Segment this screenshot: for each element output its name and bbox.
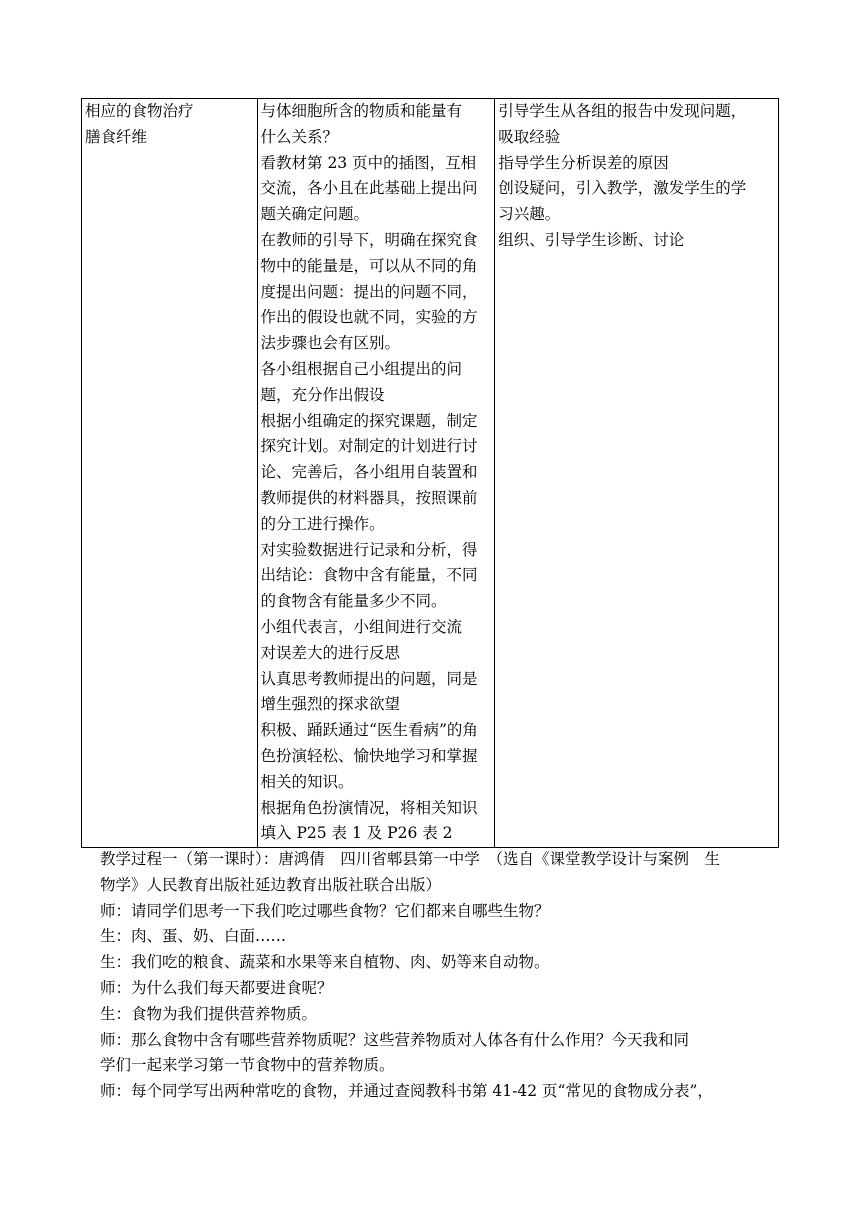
cell-line: 习兴趣。 xyxy=(498,205,561,224)
paragraph-line: 师：那么食物中含有哪些营养物质呢？这些营养物质对人体各有什么作用？今天我和同 xyxy=(100,1030,690,1049)
cell-line: 的食物含有能量多少不同。 xyxy=(260,592,447,611)
cell-line: 根据角色扮演情况，将相关知识 xyxy=(260,798,478,817)
paragraph-line: 学们一起来学习第一节食物中的营养物质。 xyxy=(100,1056,395,1075)
cell-line: 色扮演轻松、愉快地学习和掌握 xyxy=(260,746,478,765)
content-cell xyxy=(82,99,258,848)
cell-line: 膳食纤维 xyxy=(85,127,148,146)
cell-line: 小组代表言，小组间进行交流 xyxy=(260,617,463,636)
cell-line: 根据小组确定的探究课题，制定 xyxy=(260,411,478,430)
table-row xyxy=(82,99,779,848)
cell-line: 教师提供的材料器具，按照课前 xyxy=(260,488,478,507)
cell-line: 题，充分作出假设 xyxy=(260,385,385,404)
paragraph-line: 师：请同学们思考一下我们吃过哪些食物？它们都来自哪些生物？ xyxy=(100,901,550,920)
cell-line: 创设疑问，引入教学，激发学生的学 xyxy=(498,179,747,198)
cell-line: 填入 P25 表 1 及 P26 表 2 xyxy=(260,824,453,843)
cell-line: 认真思考教师提出的问题，同是 xyxy=(260,669,478,688)
cell-line: 法步骤也会有区别。 xyxy=(260,334,401,353)
cell-line: 各小组根据自己小组提出的问 xyxy=(260,359,463,378)
cell-line: 在教师的引导下，明确在探究食 xyxy=(260,230,478,249)
cell-line: 与体细胞所含的物质和能量有 xyxy=(260,102,463,120)
cell-line: 看教材第 23 页中的插图，互相 xyxy=(260,153,477,172)
cell-line: 论、完善后，各小组用自装置和 xyxy=(260,463,478,482)
cell-line: 对误差大的进行反思 xyxy=(260,643,401,662)
cell-line: 引导学生从各组的报告中发现问题， xyxy=(498,102,747,120)
cell-line: 交流，各小且在此基础上提出问 xyxy=(260,179,478,198)
paragraph-line: 师：为什么我们每天都要进食呢？ xyxy=(100,978,333,997)
paragraph-line: 生：我们吃的粮食、蔬菜和水果等来自植物、肉、奶等来自动物。 xyxy=(100,953,550,972)
paragraph-line: 师：每个同学写出两种常吃的食物，并通过查阅教科书第 41-42 页“常见的食物成分表”， xyxy=(100,1082,713,1101)
cell-line: 度提出问题：提出的问题不同， xyxy=(260,282,478,301)
cell-line: 什么关系？ xyxy=(260,127,339,146)
cell-line: 指导学生分析误差的原因 xyxy=(498,153,669,172)
cell-line: 出结论：食物中含有能量，不同 xyxy=(260,566,478,585)
cell-line: 积极、踊跃通过“医生看病”的角 xyxy=(260,721,478,740)
cell-line: 吸取经验 xyxy=(498,127,561,146)
teacher-activity-cell xyxy=(495,99,779,848)
cell-line: 的分工进行操作。 xyxy=(260,514,385,533)
cell-line: 物中的能量是，可以从不同的角 xyxy=(260,256,478,275)
paragraph-line: 物学》人民教育出版社延边教育出版社联合出版） xyxy=(100,875,442,894)
cell-line: 对实验数据进行记录和分析，得 xyxy=(260,540,478,559)
body-text xyxy=(100,847,790,1105)
paragraph-line: 生：肉、蛋、奶、白面…… xyxy=(100,927,287,946)
cell-line: 增生强烈的探求欲望 xyxy=(260,695,401,714)
cell-line: 探究计划。对制定的计划进行讨 xyxy=(260,437,478,456)
lesson-table xyxy=(81,98,779,848)
cell-line: 相应的食物治疗 xyxy=(85,102,194,120)
paragraph-line: 教学过程一（第一课时）：唐鸿倩 四川省郫县第一中学 （选自《课堂教学设计与案例 生 xyxy=(100,850,721,868)
paragraph-line: 生：食物为我们提供营养物质。 xyxy=(100,1004,318,1023)
cell-line: 题关确定问题。 xyxy=(260,205,370,224)
cell-line: 组织、引导学生诊断、讨论 xyxy=(498,230,685,249)
student-activity-cell xyxy=(257,99,495,848)
cell-line: 相关的知识。 xyxy=(260,772,354,791)
cell-line: 作出的假设也就不同，实验的方 xyxy=(260,308,478,327)
